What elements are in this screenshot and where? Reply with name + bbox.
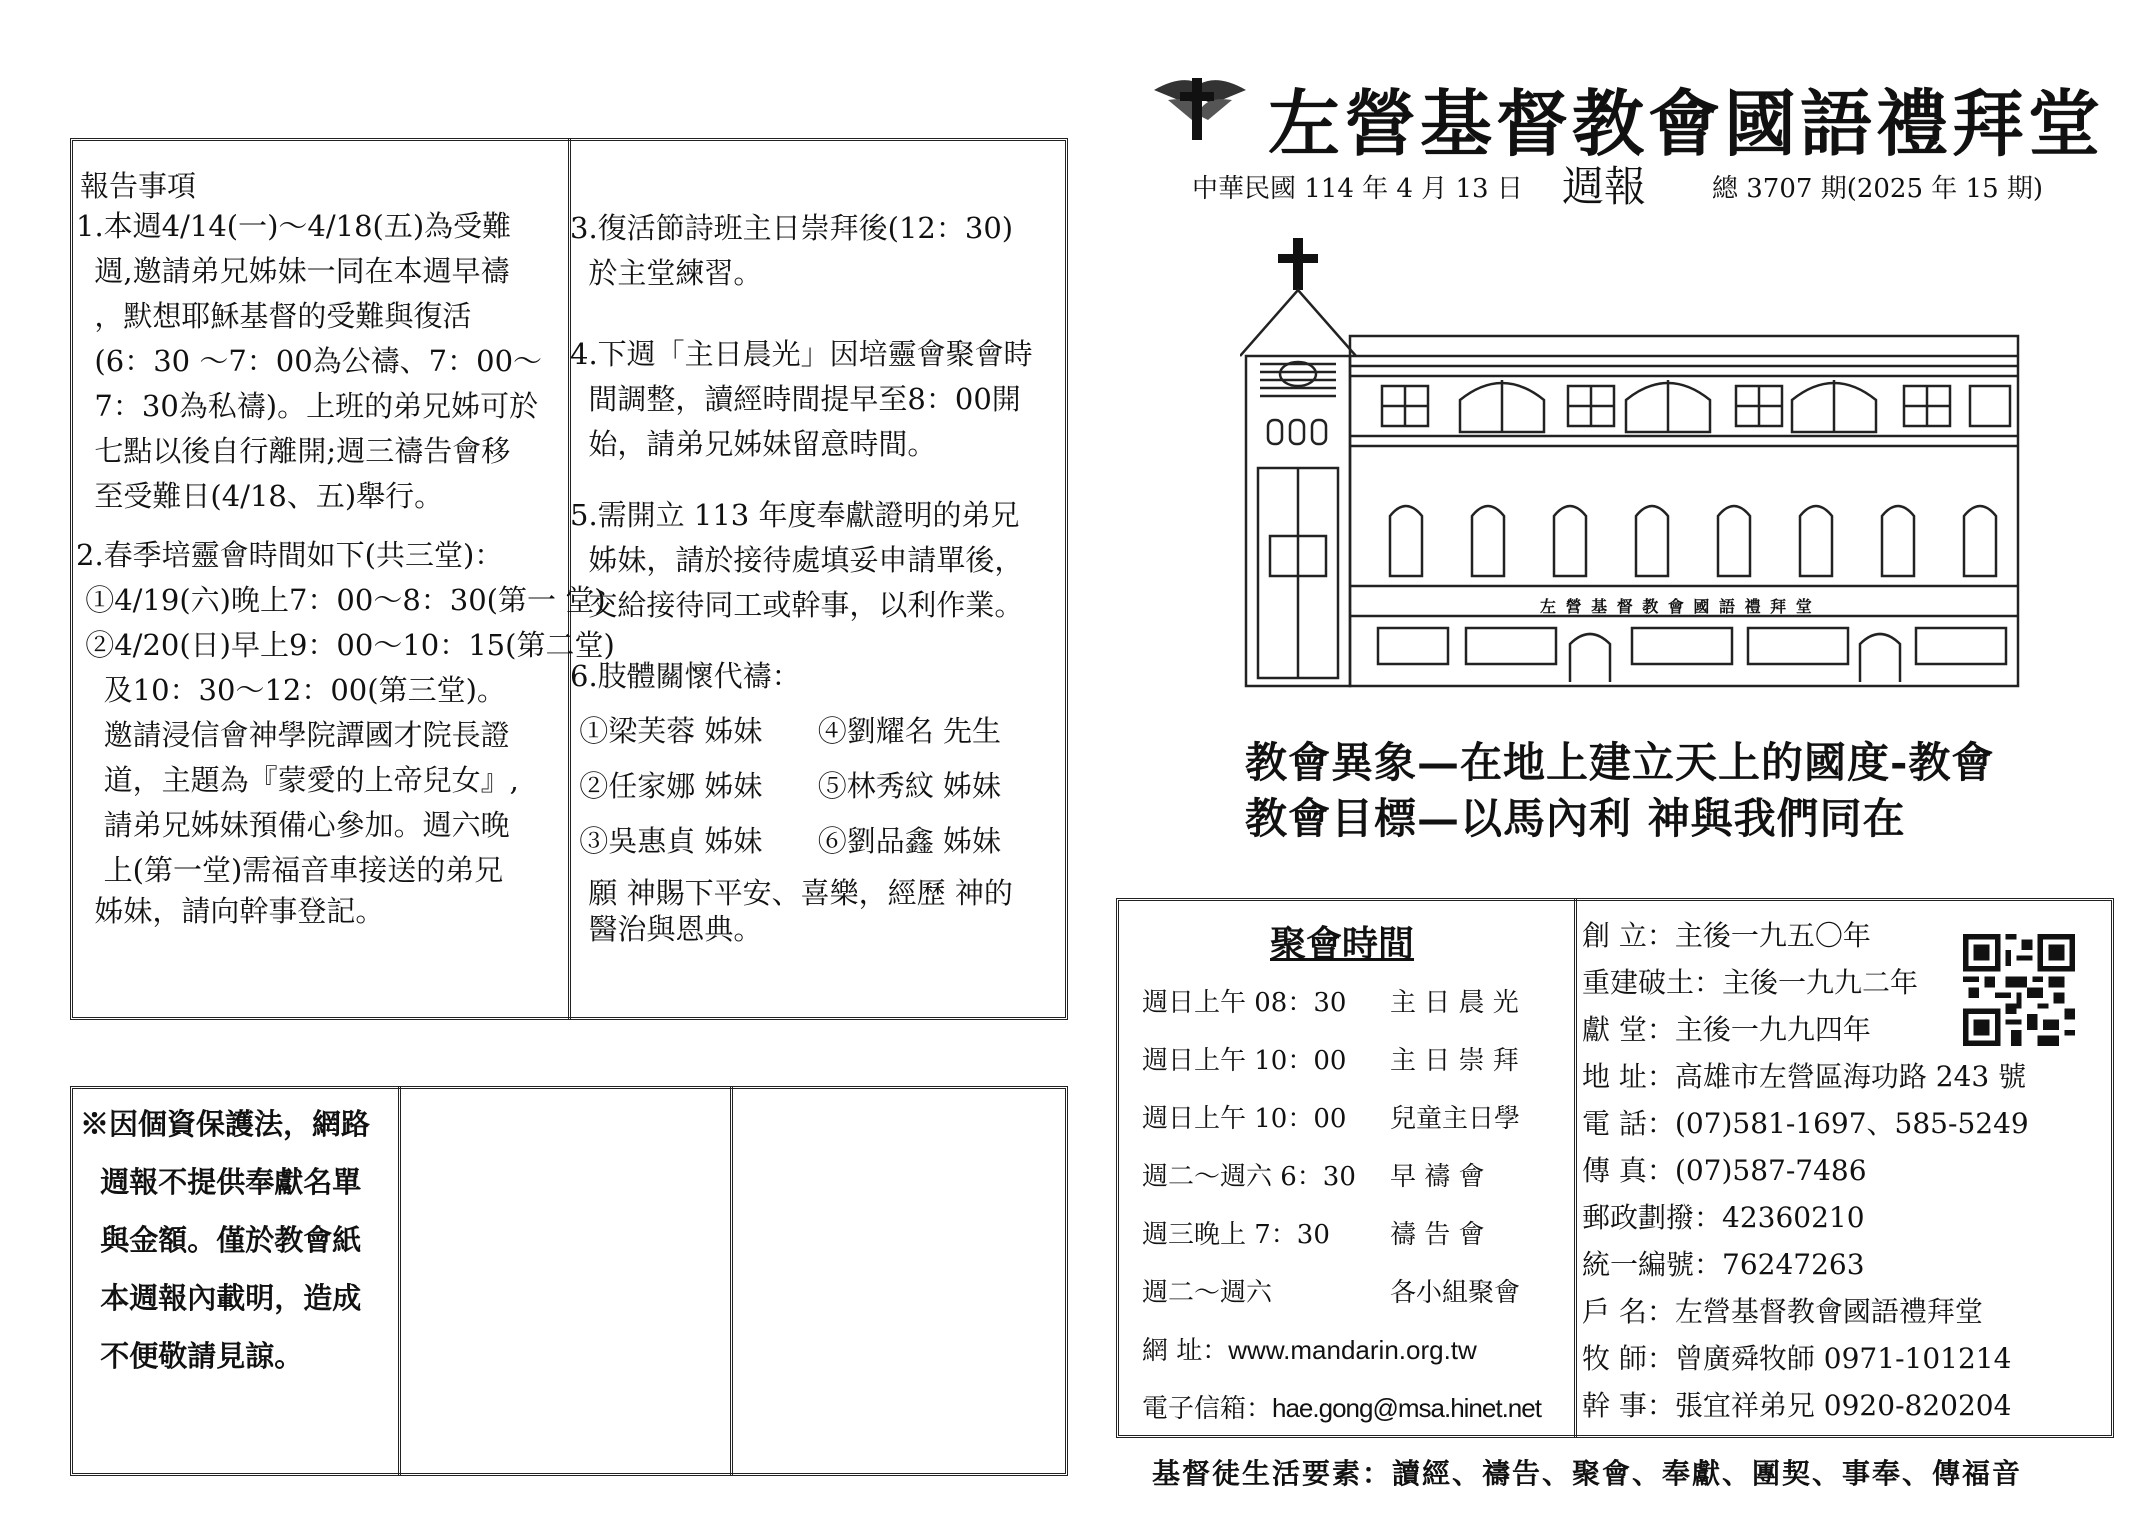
privacy-note-line: 本週報內載明，造成: [80, 1281, 362, 1315]
church-logo: [1152, 70, 1248, 144]
announcement-line: 請弟兄姊妹預備心參加。週六晚: [76, 808, 510, 842]
schedule-time: 週日上午 08：30: [1142, 988, 1347, 1018]
info-value: 76247263: [1722, 1248, 1865, 1281]
info-value: (07)581-1697、585-5249: [1674, 1107, 2029, 1140]
info-value: (07)587-7486: [1674, 1154, 1867, 1187]
church-goal: 教會目標—以馬內利 神與我們同在: [1245, 794, 1906, 843]
info-label: 幹 事：: [1582, 1389, 1675, 1422]
privacy-note-line: ※因個資保護法，網路: [80, 1107, 371, 1141]
announcement-line: 姊妹，請於接待處填妥申請單後，: [570, 543, 1024, 577]
schedule-event: 主 日 晨 光: [1390, 988, 1519, 1018]
schedule-time: 週二～週六 6：30: [1142, 1162, 1356, 1192]
schedule-event: 各小組聚會: [1390, 1278, 1521, 1308]
info-row: [1582, 1384, 2011, 1424]
announcement-line: 願 神賜下平安、喜樂，經歷 神的: [570, 876, 1013, 910]
bulletin-label: 週報: [1562, 162, 1647, 211]
info-value: 左營基督教會國語禮拜堂: [1674, 1295, 1983, 1328]
info-label: 地 址：: [1582, 1060, 1675, 1093]
schedule-time: 週二～週六: [1142, 1278, 1273, 1308]
announcement-line: (6：30 ～7：00為公禱、7：00～: [76, 344, 543, 378]
footer-motto: 基督徒生活要素：讀經、禱告、聚會、奉獻、團契、事奉、傳福音: [1152, 1457, 2023, 1490]
announcement-line: 5.需開立 113 年度奉獻證明的弟兄: [570, 498, 1020, 532]
info-row: [1582, 1337, 2011, 1377]
info-row: [1582, 1243, 1865, 1283]
info-label: 創 立：: [1582, 919, 1675, 952]
offering-divider-1: [398, 1086, 401, 1476]
announcement-line: ①4/19(六)晚上7：00～8：30(第一 堂): [76, 583, 606, 617]
info-label: 傳 真：: [1582, 1154, 1675, 1187]
announcement-line: ，默想耶穌基督的受難與復活: [76, 299, 472, 333]
schedule-event: 兒童主日學: [1390, 1104, 1521, 1134]
info-value: 42360210: [1722, 1201, 1865, 1234]
info-row: [1582, 1055, 2026, 1095]
schedule-event: 主 日 崇 拜: [1390, 1046, 1519, 1076]
bulletin-date: 中華民國 114 年 4 月 13 日: [1192, 174, 1523, 204]
offering-divider-2: [730, 1086, 733, 1476]
info-label: 戶 名：: [1582, 1295, 1675, 1328]
announcement-line: 6.肢體關懷代禱：: [570, 659, 801, 693]
info-label: 郵政劃撥：: [1582, 1201, 1723, 1234]
info-row: [1582, 1196, 1865, 1236]
church-vision: 教會異象—在地上建立天上的國度-教會: [1245, 738, 1995, 787]
schedule-row: [1142, 1156, 1485, 1193]
announcement-line: 醫治與恩典。: [570, 912, 763, 946]
schedule-heading: 聚會時間: [1270, 923, 1415, 965]
info-label: 重建破土：: [1582, 966, 1723, 999]
info-row: [1582, 1149, 1867, 1189]
website-label: 網 址：: [1142, 1336, 1229, 1366]
info-row: [1582, 1290, 1983, 1330]
announcement-line: ①梁芙蓉 姊妹 ④劉耀名 先生: [570, 714, 1001, 748]
announcement-line: 1.本週4/14(一)～4/18(五)為受難: [76, 209, 512, 243]
info-value: 主後一九九四年: [1674, 1013, 1871, 1046]
qr-code[interactable]: [1960, 934, 2078, 1046]
schedule-time: 週日上午 10：00: [1142, 1104, 1347, 1134]
info-value: 主後一九九二年: [1722, 966, 1919, 999]
announcement-line: 3.復活節詩班主日崇拜後(12：30): [570, 211, 1014, 245]
info-label: 電 話：: [1582, 1107, 1675, 1140]
announcement-line: 間調整，讀經時間提早至8：00開: [570, 382, 1021, 416]
privacy-note-line: 與金額。僅於教會紙: [80, 1223, 362, 1257]
announcement-line: 及10：30～12：00(第三堂)。: [76, 673, 506, 707]
info-label: 統一編號：: [1582, 1248, 1723, 1281]
website-row: [1142, 1330, 1477, 1367]
schedule-row: [1142, 1214, 1485, 1251]
church-building-illustration: [1240, 236, 2020, 688]
schedule-row: [1142, 1040, 1519, 1077]
info-value: 主後一九五〇年: [1674, 919, 1871, 952]
announcements-heading: 報告事項: [80, 169, 197, 203]
privacy-note-line: 不便敬請見諒。: [80, 1339, 304, 1373]
announcement-line: 於主堂練習。: [570, 256, 763, 290]
info-value: 曾廣舜牧師 0971-101214: [1674, 1342, 2012, 1375]
schedule-info-divider: [1574, 898, 1577, 1438]
announcements-column-2: [570, 206, 1033, 946]
announcement-line: 7：30為私禱)。上班的弟兄姊可於: [76, 389, 539, 423]
announcement-line: 道，主題為『蒙愛的上帝兒女』,: [76, 763, 519, 797]
info-row: [1582, 914, 1871, 954]
announcement-line: 始，請弟兄姊妹留意時間。: [570, 427, 937, 461]
schedule-event: 禱 告 會: [1390, 1220, 1485, 1250]
info-row: [1582, 1008, 1871, 1048]
schedule-time: 週三晚上 7：30: [1142, 1220, 1330, 1250]
info-row: [1582, 961, 1918, 1001]
building-sign: 左 營 基 督 教 會 國 語 禮 拜 堂: [1540, 597, 1814, 616]
schedule-row: [1142, 1272, 1520, 1309]
announcements-column-1: [76, 204, 615, 929]
email-label: 電子信箱：: [1142, 1394, 1273, 1424]
announcement-line: ③吳惠貞 姊妹 ⑥劉品鑫 姊妹: [570, 824, 1001, 858]
website-link[interactable]: www.mandarin.org.tw: [1228, 1335, 1477, 1365]
announcement-line: 4.下週「主日晨光」因培靈會聚會時: [570, 337, 1033, 371]
privacy-note-line: 週報不提供奉獻名單: [80, 1165, 362, 1199]
announcement-line: 至受難日(4/18、五)舉行。: [76, 479, 444, 513]
announcement-line: 邀請浸信會神學院譚國才院長證: [76, 718, 510, 752]
email-row: [1142, 1388, 1541, 1425]
announcement-line: 2.春季培靈會時間如下(共三堂)：: [76, 538, 504, 572]
announcement-line: ②任家娜 姊妹 ⑤林秀紋 姊妹: [570, 769, 1001, 803]
schedule-time: 週日上午 10：00: [1142, 1046, 1347, 1076]
schedule-event: 早 禱 會: [1390, 1162, 1485, 1192]
email-link[interactable]: hae.gong@msa.hinet.net: [1272, 1393, 1541, 1423]
announcement-line: 週,邀請弟兄姊妹一同在本週早禱: [76, 254, 510, 288]
info-label: 獻 堂：: [1582, 1013, 1675, 1046]
schedule-row: [1142, 1098, 1520, 1135]
schedule-row: [1142, 982, 1519, 1019]
info-value: 張宜祥弟兄 0920-820204: [1674, 1389, 2012, 1422]
issue-number: 總 3707 期(2025 年 15 期): [1712, 174, 2044, 204]
info-value: 高雄市左營區海功路 243 號: [1674, 1060, 2027, 1093]
announcement-line: 交給接待同工或幹事，以利作業。: [570, 588, 1024, 622]
announcement-line: 上(第一堂)需福音車接送的弟兄: [76, 853, 504, 887]
info-row: [1582, 1102, 2029, 1142]
announcement-line: 七點以後自行離開;週三禱告會移: [76, 434, 511, 468]
announcement-line: ②4/20(日)早上9：00～10：15(第二堂): [76, 628, 615, 662]
info-label: 牧 師：: [1582, 1342, 1675, 1375]
church-name: 左營基督教會國語禮拜堂: [1268, 81, 2105, 166]
announcement-line: 姊妹，請向幹事登記。: [76, 894, 385, 928]
